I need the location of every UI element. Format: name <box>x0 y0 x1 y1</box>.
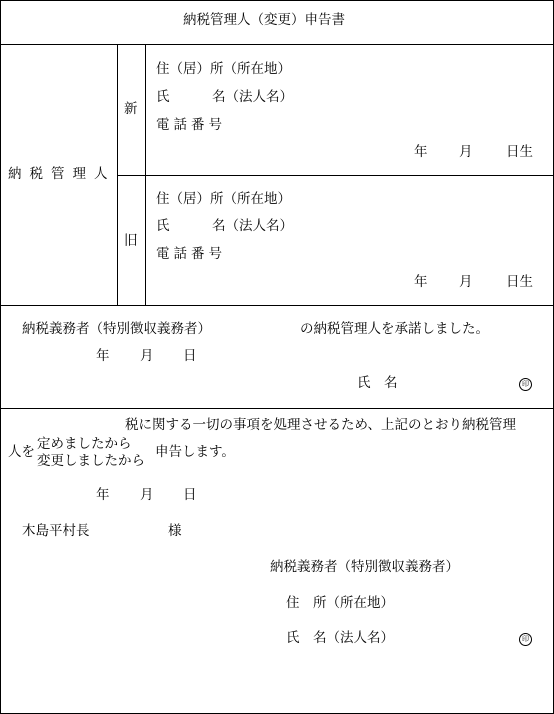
new-phone-label: 電話番号 <box>156 117 226 133</box>
declaration-prefix: 人を <box>8 444 35 460</box>
declaration-option-define: 定めましたから <box>37 436 132 452</box>
divider-section2 <box>0 408 554 409</box>
new-address-label: 住（居）所（所在地） <box>156 61 291 77</box>
old-name-label-b: 名（法人名） <box>212 218 293 234</box>
addressee-honorific: 様 <box>168 523 182 539</box>
divider-section1 <box>0 305 554 306</box>
consent-date-year: 年 <box>96 348 110 364</box>
old-birth-day: 日生 <box>506 274 533 290</box>
applicant-address-label: 住 所（所在地） <box>286 595 394 611</box>
applicant-name-label: 氏 名（法人名） <box>286 630 394 646</box>
old-name-label-a: 氏 <box>156 218 170 234</box>
new-birth-month: 月 <box>459 144 473 160</box>
divider-new-old <box>117 175 554 176</box>
tax-administrator-label: 納税管理人 <box>8 166 116 182</box>
declaration-date-month: 月 <box>140 487 154 503</box>
declaration-date-day: 日 <box>183 487 197 503</box>
addressee-mayor: 木島平村長 <box>22 523 90 539</box>
declaration-option-change: 変更しましたから <box>37 453 145 469</box>
consent-name-label: 氏 名 <box>357 375 398 391</box>
declaration-date-year: 年 <box>96 487 110 503</box>
form-title: 納税管理人（変更）申告書 <box>183 12 345 28</box>
old-label: 旧 <box>124 233 138 249</box>
consent-seal-mark: 印 <box>519 378 532 391</box>
new-label: 新 <box>124 101 138 117</box>
old-phone-label: 電話番号 <box>156 246 226 262</box>
applicant-taxpayer-label: 納税義務者（特別徴収義務者） <box>270 559 459 575</box>
divider-label-col <box>117 44 118 305</box>
declaration-suffix: 申告します。 <box>155 444 235 460</box>
consent-date-day: 日 <box>183 348 197 364</box>
consent-text: の納税管理人を承諾しました。 <box>300 321 489 337</box>
new-name-label-a: 氏 <box>156 89 170 105</box>
old-address-label: 住（居）所（所在地） <box>156 191 291 207</box>
new-birth-year: 年 <box>414 144 428 160</box>
old-birth-month: 月 <box>459 274 473 290</box>
old-birth-year: 年 <box>414 274 428 290</box>
divider-newold-col <box>145 44 146 305</box>
consent-taxpayer-label: 納税義務者（特別徴収義務者） <box>22 321 211 337</box>
new-birth-day: 日生 <box>506 144 533 160</box>
new-name-label-b: 名（法人名） <box>212 89 293 105</box>
divider-title <box>0 44 554 45</box>
declaration-line1: 税に関する一切の事項を処理させるため、上記のとおり納税管理 <box>125 417 516 433</box>
applicant-seal-mark: 印 <box>519 633 532 646</box>
consent-date-month: 月 <box>140 348 154 364</box>
